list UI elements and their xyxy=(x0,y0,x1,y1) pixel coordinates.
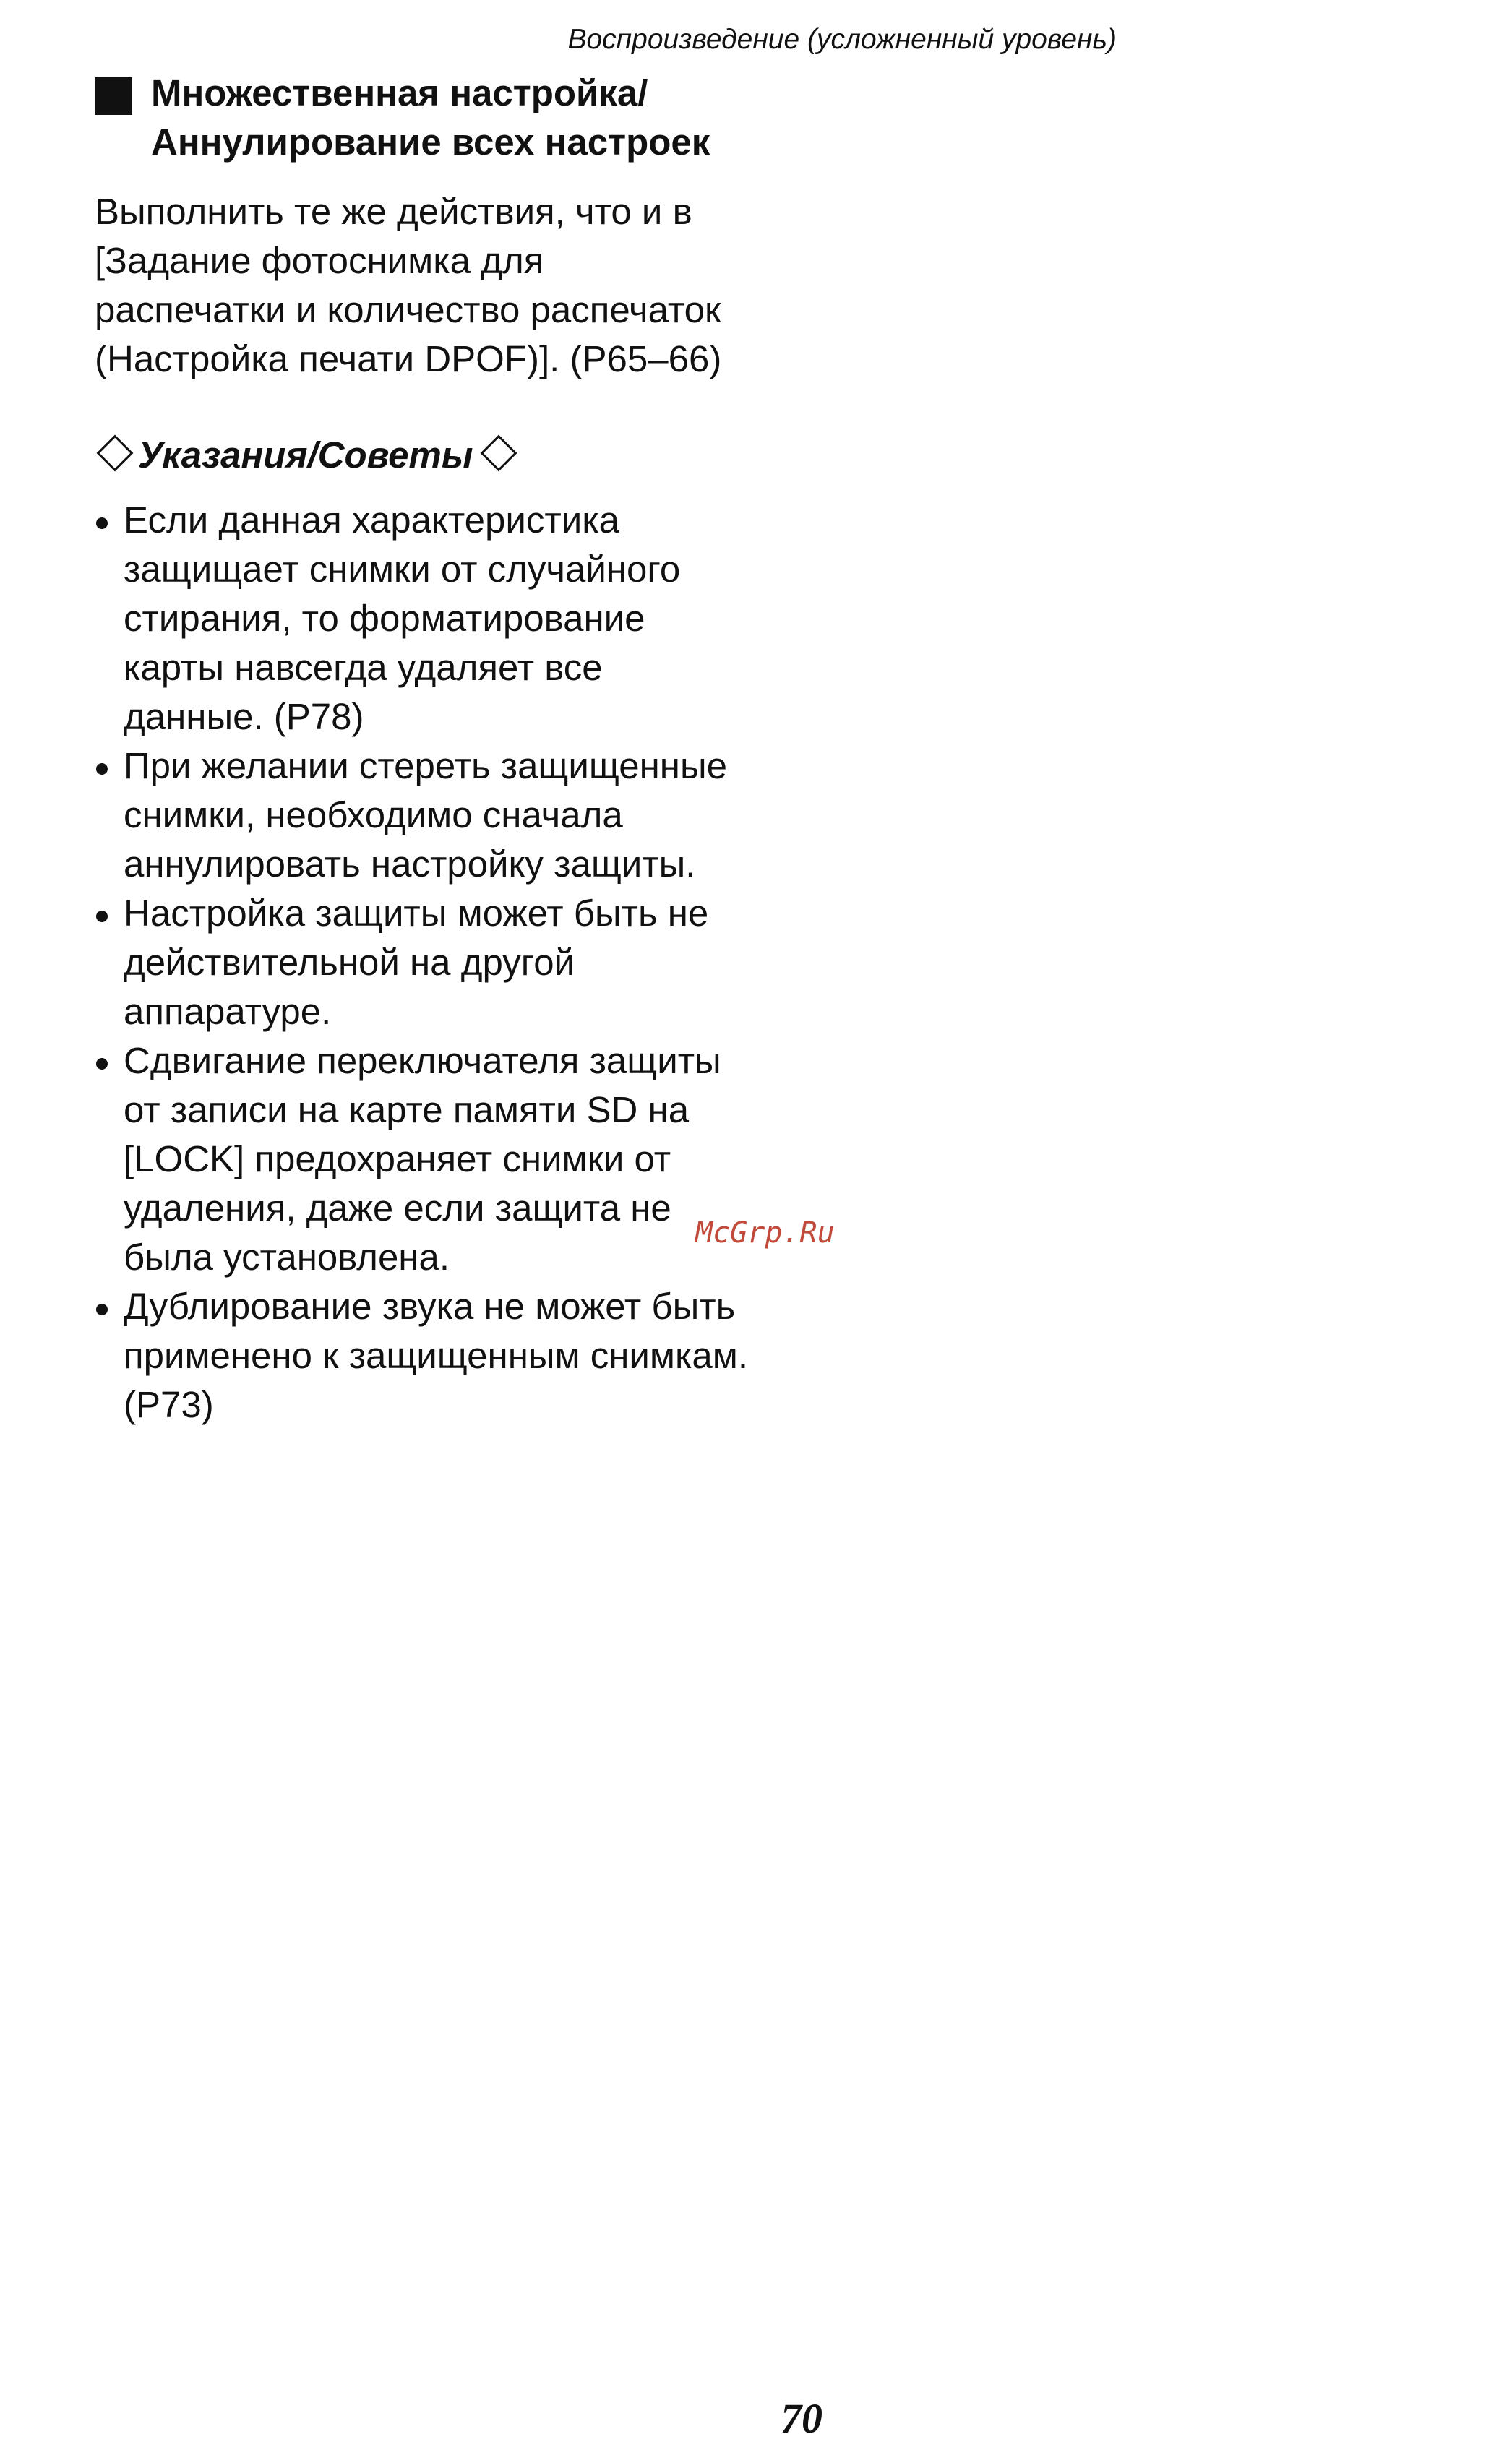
list-item-line: данные. (P78) xyxy=(124,696,364,737)
list-item xyxy=(95,741,890,889)
list-item-line: [LOCK] предохраняет снимки от xyxy=(124,1138,671,1179)
diamond-outline-icon xyxy=(97,435,134,472)
section-body-line: распечатки и количество распечаток xyxy=(95,289,721,330)
list-item-line: Дублирование звука не может быть xyxy=(124,1286,736,1327)
list-item-line: применено к защищенным снимкам. xyxy=(124,1335,749,1376)
section-body xyxy=(95,187,890,384)
list-item-line: аннулировать настройку защиты. xyxy=(124,843,696,885)
list-item-line: Если данная характеристика xyxy=(124,499,620,541)
bullet-icon xyxy=(96,763,108,775)
tips-heading-text: Указания/Советы xyxy=(138,434,473,476)
section-title-line: Аннулирование всех настроек xyxy=(151,121,710,163)
list-item-line: удаления, даже если защита не xyxy=(124,1187,671,1229)
bullet-icon xyxy=(96,1304,108,1315)
diamond-outline-icon xyxy=(481,435,517,472)
page-number: 70 xyxy=(781,2395,822,2442)
list-item-line: снимки, необходимо сначала xyxy=(124,794,623,835)
list-item-line: Сдвигание переключателя защиты xyxy=(124,1040,721,1081)
list-item-line: стирания, то форматирование xyxy=(124,598,645,639)
list-item-line: (P73) xyxy=(124,1384,214,1425)
list-item-line: карты навсегда удаляет все xyxy=(124,647,603,688)
bullet-icon xyxy=(96,911,108,922)
black-square-icon xyxy=(95,77,132,115)
bullet-icon xyxy=(96,517,108,529)
section-body-line: Выполнить те же действия, что и в xyxy=(95,191,692,232)
watermark: McGrp.Ru xyxy=(695,1216,835,1250)
list-item-line: от записи на карте памяти SD на xyxy=(124,1089,690,1130)
bullet-icon xyxy=(96,1058,108,1070)
list-item-line: Настройка защиты может быть не xyxy=(124,893,709,934)
running-header: Воспроизведение (усложненный уровень) xyxy=(567,24,1117,55)
list-item-line: аппаратуре. xyxy=(124,991,332,1032)
tips-heading xyxy=(95,431,890,480)
list-item xyxy=(95,889,890,1036)
list-item-line: действительной на другой xyxy=(124,942,575,983)
list-item xyxy=(95,1282,890,1429)
section-title xyxy=(95,69,890,167)
list-item-line: защищает снимки от случайного xyxy=(124,549,681,590)
list-item-line: была установлена. xyxy=(124,1237,450,1278)
tips-list xyxy=(95,496,890,1429)
section-body-line: (Настройка печати DPOF)]. (P65–66) xyxy=(95,338,722,379)
section-multiple-settings xyxy=(95,69,890,384)
section-body-line: [Задание фотоснимка для xyxy=(95,240,544,281)
list-item xyxy=(95,496,890,741)
section-title-line: Множественная настройка/ xyxy=(151,72,648,113)
list-item-line: При желании стереть защищенные xyxy=(124,745,727,786)
tips-section xyxy=(95,431,890,1429)
